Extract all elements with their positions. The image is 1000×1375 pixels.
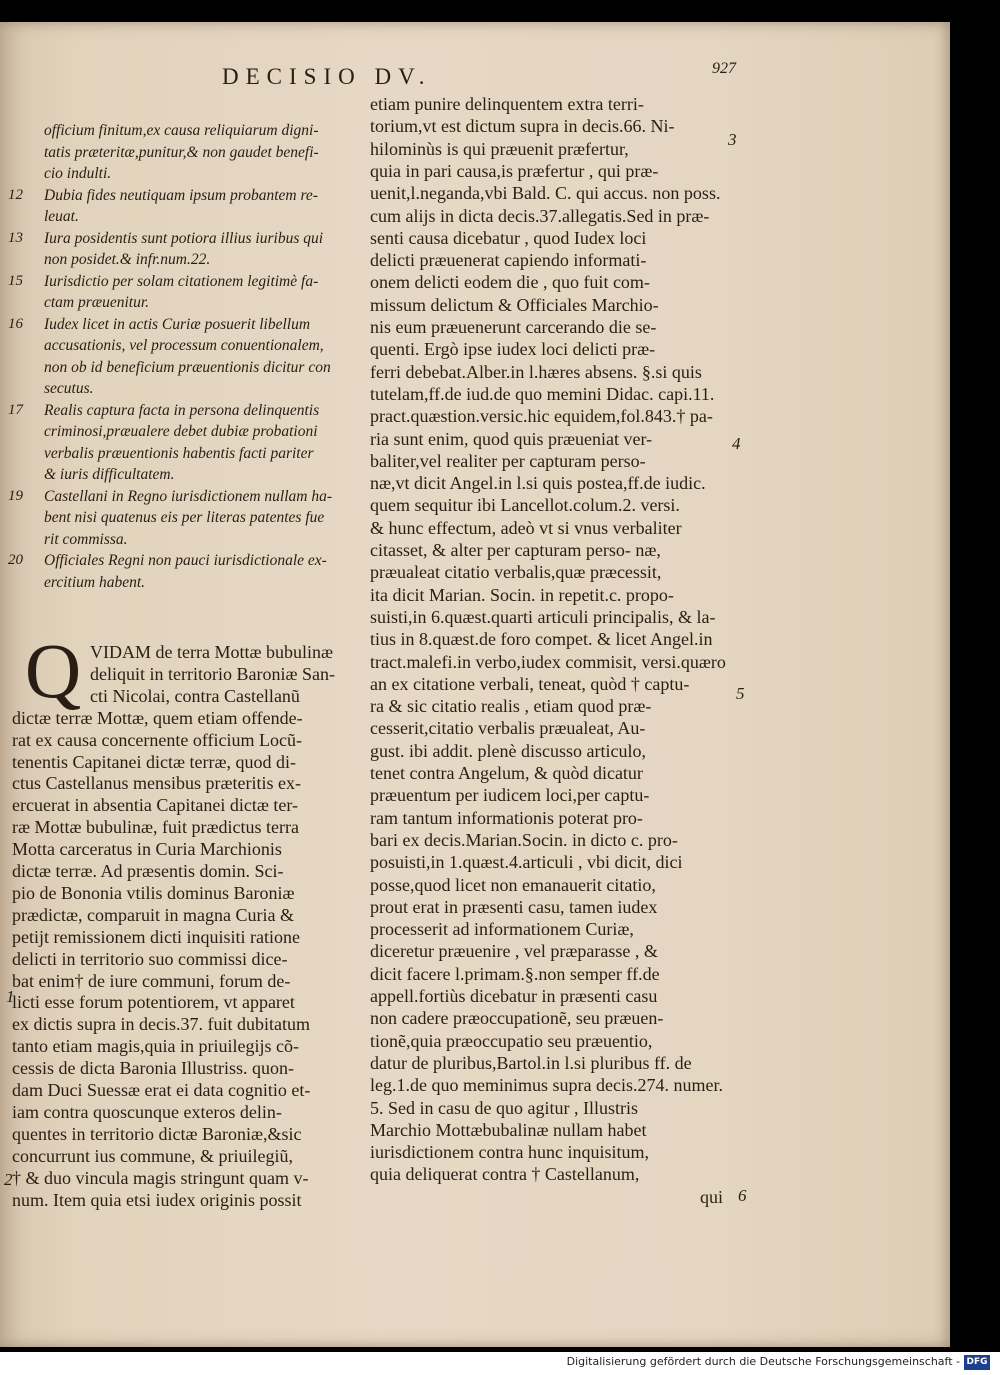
left-body-line: ex dictis supra in decis.37. fuit dubitatum	[12, 1014, 310, 1035]
summary-line: & iuris difficultatem.	[44, 466, 175, 483]
dfg-logo: DFG	[964, 1355, 990, 1370]
right-body-line: ita dicit Marian. Socin. in repetit.c. propo-	[370, 584, 674, 605]
right-body-line: 5. Sed in casu de quo agitur , Illustris	[370, 1097, 638, 1118]
summary-number: 16	[8, 315, 23, 332]
left-body-line: ctus Castellanus mensibus præteritis ex-	[12, 773, 301, 794]
left-body-line: ercuerat in absentia Capitanei dictæ ter-	[12, 795, 299, 816]
summary-number: 15	[8, 272, 23, 289]
right-body-line: processerit ad informationem Curiæ,	[370, 919, 634, 940]
summary-line: non ob id beneficium præuentionis dicitur con	[44, 358, 331, 376]
summary-line: cio indulti.	[44, 165, 112, 182]
right-body-line: quia deliquerat contra † Castellanum,	[370, 1164, 640, 1185]
right-body-line: ferri debebat.Alber.in l.hæres absens. §.si quis	[370, 361, 702, 382]
right-margin-number: 6	[738, 1186, 747, 1205]
right-body-line: ra & sic citatio realis , etiam quod præ-	[370, 696, 652, 717]
summary-line: Castellani in Regno iurisdictionem nullam ha-	[44, 487, 333, 505]
book-page	[0, 22, 950, 1347]
right-body-line: citasset, & alter per capturam perso- næ,	[370, 540, 661, 560]
left-body-line: concurrunt ius commune, & priuilegiũ,	[12, 1145, 293, 1166]
right-body-line: missum delictum & Officiales Marchio-	[370, 294, 659, 315]
footer-credit: Digitalisierung gefördert durch die Deutsche Forschungsgemeinschaft -	[566, 1355, 960, 1368]
left-body-line: dam Duci Suessæ erat ei data cognitio et-	[12, 1080, 311, 1100]
right-body-line: tius in 8.quæst.de foro compet. & licet Angel.in	[370, 629, 713, 650]
drop-cap: Q	[24, 627, 82, 714]
right-body-line: baliter,vel realiter per capturam perso-	[370, 450, 646, 471]
right-body-line: uenit,l.neganda,vbi Bald. C. qui accus. non poss.	[370, 183, 721, 204]
right-body-line: torium,vt est dictum supra in decis.66. Ni-	[370, 116, 675, 137]
right-body-line: delicti præuenerat capiendo informati-	[370, 250, 647, 271]
summary-line: Iura posidentis sunt potiora illius iuribus qui	[44, 229, 324, 247]
right-body-line: nis eum præuenerunt carcerando die se-	[370, 317, 657, 337]
left-body-line: num. Item quia etsi iudex originis possit	[12, 1189, 302, 1210]
summary-line: bent nisi quatenus eis per literas patentes fue	[44, 509, 325, 526]
right-body-line: quia in pari causa,is præfertur , qui præ-	[370, 160, 659, 181]
left-body-line: petijt remissionem dicti inquisiti ratione	[12, 926, 300, 947]
summary-line: ercitium habent.	[44, 573, 146, 591]
left-margin-number: 2	[4, 1170, 13, 1189]
left-body-line: tanto etiam magis,quia in priuilegijs cõ-	[12, 1036, 299, 1057]
right-body-line: onem delicti eodem die , quo fuit com-	[370, 272, 650, 293]
summary-number: 13	[8, 229, 23, 246]
right-body-line: an ex citatione verbali, teneat, quòd † captu-	[370, 673, 690, 694]
right-body-line: iurisdictionem contra hunc inquisitum,	[370, 1142, 649, 1163]
left-body-line: pio de Bononia vtilis dominus Baroniæ	[12, 882, 295, 903]
summary-number: 12	[8, 186, 23, 203]
summary-line: Officiales Regni non pauci iurisdictionale ex-	[44, 552, 327, 569]
summary-line: officium finitum,ex causa reliquiarum digni-	[44, 122, 319, 139]
right-body-line: appell.fortiùs dicebatur in præsenti casu	[370, 986, 658, 1006]
right-body-line: præuentum per iudicem loci,per captu-	[370, 785, 650, 806]
right-body-line: cum alijs in dicta decis.37.allegatis.Sed in præ-	[370, 205, 710, 226]
right-body-line: bari ex decis.Marian.Socin. in dicto c. pro-	[370, 829, 678, 850]
right-body-line: dicit facere l.primam.§.non semper ff.de	[370, 963, 660, 984]
summary-line: leuat.	[44, 208, 79, 225]
left-body-line: dictæ terræ Mottæ, quem etiam offende-	[12, 707, 303, 728]
right-body-line: hilominùs is qui præuenit præfertur,	[370, 138, 629, 159]
right-body-line: gust. ibi addit. plenè discusso articulo,	[370, 740, 646, 761]
left-margin-number: 1	[6, 987, 15, 1006]
right-body-line: posse,quod licet non emanauerit citatio,	[370, 874, 656, 895]
left-body-line: iam contra quoscunque exteros delin-	[12, 1101, 282, 1122]
left-body-line: delicti in territorio suo commissi dice-	[12, 948, 288, 969]
left-body-line: VIDAM de terra Mottæ bubulinæ	[90, 642, 333, 662]
left-body-line: prædictæ, comparuit in magna Curia &	[12, 904, 294, 925]
summary-line: Dubia fides neutiquam ipsum probantem re-	[44, 186, 318, 204]
left-body-line: quentes in territorio dictæ Baroniæ,&sic	[12, 1123, 302, 1144]
right-body-line: tionẽ,quia præoccupatio seu præuentio,	[370, 1030, 653, 1051]
footer-bar	[0, 1352, 1000, 1375]
left-body-line: cessis de dicta Baronia Illustriss. quon-	[12, 1058, 294, 1079]
left-body-line: † & duo vincula magis stringunt quam v-	[12, 1167, 309, 1188]
right-body-line: etiam punire delinquentem extra terri-	[370, 94, 644, 114]
summary-line: Iudex licet in actis Curiæ posuerit libellum	[44, 315, 311, 333]
left-body-line: dictæ terræ. Ad præsentis domin. Sci-	[12, 861, 284, 881]
left-body-line: rat ex causa concernente officium Locũ-	[12, 729, 303, 750]
right-body-line: ria sunt enim, quod quis præueniat ver-	[370, 428, 653, 449]
summary-line: rit commissa.	[44, 530, 128, 548]
right-body-line: Marchio Mottæbubalinæ nullam habet	[370, 1119, 647, 1140]
right-margin-number: 5	[736, 684, 745, 703]
summary-line: tatis præteritæ,punitur,& non gaudet benefi-	[44, 143, 319, 161]
right-body-line: tenet contra Angelum, & quòd dicatur	[370, 763, 643, 783]
right-body-line: suisti,in 6.quæst.quarti articuli principalis, & la-	[370, 606, 716, 627]
left-body-line: bat enim† de iure communi, forum de-	[12, 970, 291, 991]
summary-line: Iurisdictio per solam citationem legitimè fa-	[44, 272, 319, 290]
right-body-line: posuisti,in 1.quæst.4.articuli , vbi dicit, dici	[370, 852, 683, 873]
right-body-line: diceretur præuenire , vel præparasse , &	[370, 941, 658, 962]
summary-line: verbalis præuentionis habentis facti pariter	[44, 444, 314, 462]
right-body-line: præualeat citatio verbalis,quæ præcessit,	[370, 562, 662, 583]
right-body-line: tutelam,ff.de iud.de quo memini Didac. capi.11.	[370, 383, 715, 404]
right-body-line: senti causa dicebatur , quod Iudex loci	[370, 227, 647, 248]
summary-line: non posidet.& infr.num.22.	[44, 251, 211, 268]
right-margin-number: 3	[728, 130, 737, 149]
right-body-line: quenti. Ergò ipse iudex loci delicti præ-	[370, 339, 656, 360]
left-body-line: cti Nicolai, contra Castellanũ	[90, 685, 300, 706]
summary-number: 19	[8, 487, 23, 504]
right-margin-number: 4	[732, 434, 741, 453]
left-body-line: deliquit in territorio Baroniæ San-	[90, 663, 335, 684]
right-body-line: næ,vt dicit Angel.in l.si quis postea,ff.de iudic.	[370, 473, 706, 494]
right-body-line: pract.quæstion.versic.hic equidem,fol.843.† pa-	[370, 406, 713, 427]
right-body-line: non cadere præoccupationẽ, seu præuen-	[370, 1008, 664, 1029]
running-header: DECISIO DV.	[222, 64, 432, 89]
right-body-line: cesserit,citatio verbalis præualeat, Au-	[370, 718, 646, 739]
right-body-line: datur de pluribus,Bartol.in l.si pluribus ff. de	[370, 1052, 692, 1073]
left-body-line: licti esse forum potentiorem, vt apparet	[12, 992, 295, 1013]
left-body-line: ræ Mottæ bubulinæ, fuit prædictus terra	[12, 817, 299, 838]
right-body-line: ram tantum informationis poterat pro-	[370, 807, 643, 828]
page-number: 927	[712, 60, 736, 77]
right-body-line: & hunc effectum, adeò vt si vnus verbaliter	[370, 517, 682, 538]
summary-line: Realis captura facta in persona delinquentis	[44, 401, 320, 419]
summary-line: accusationis, vel processum conuentionalem,	[44, 337, 324, 354]
right-body-line: prout erat in præsenti casu, tamen iudex	[370, 896, 658, 917]
summary-line: ctam præuenitur.	[44, 294, 150, 311]
summary-line: criminosi,præualere debet dubiæ probationi	[44, 423, 318, 440]
summary-line: secutus.	[44, 380, 94, 397]
left-body-line: tenentis Capitanei dictæ terræ, quod di-	[12, 751, 296, 772]
summary-number: 20	[8, 552, 23, 568]
left-body-line: Motta carceratus in Curia Marchionis	[12, 839, 282, 860]
right-body-line: quem sequitur ibi Lancellot.colum.2. versi.	[370, 495, 680, 516]
right-body-line: leg.1.de quo meminimus supra decis.274. numer.	[370, 1075, 723, 1096]
right-body-line: tract.malefi.in verbo,iudex commisit, versi.quæro	[370, 651, 726, 672]
right-body-line: qui	[700, 1186, 724, 1207]
summary-number: 17	[8, 401, 23, 418]
